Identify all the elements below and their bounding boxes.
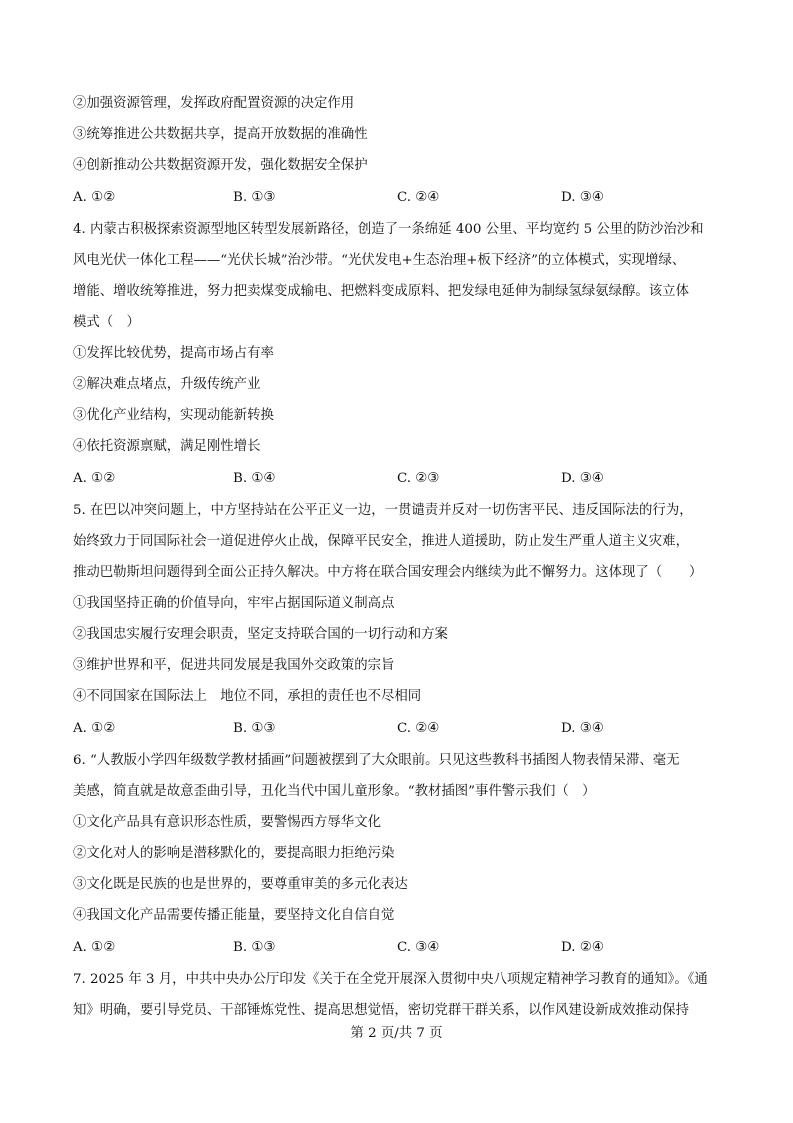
statement-3-2: ②加强资源管理，发挥政府配置资源的决定作用 (73, 96, 355, 111)
option-a[interactable]: A. ①② (73, 190, 116, 205)
options-q6 (73, 940, 673, 956)
option-c[interactable]: C. ③④ (397, 940, 440, 955)
question-4-stem: 增能、增收统筹推进，努力把卖煤变成输电、把燃料变成原料、把发绿电延伸为制绿氢绿氨绿醇。该立体 (73, 284, 689, 299)
options-q3 (73, 190, 673, 206)
option-c[interactable]: C. ②④ (397, 721, 440, 736)
question-4-stem: 模式（ ） (73, 315, 140, 330)
statement-5-4: ④不同国家在国际法上 地位不同，承担的责任也不尽相同 (73, 689, 422, 704)
question-4-stem: 风电光伏一体化工程——“光伏长城”治沙带。“光伏发电+生态治理+板下经济”的立体模式，实现增绿、 (73, 253, 686, 268)
question-4-stem: 4. 内蒙古积极探索资源型地区转型发展新路径，创造了一条绵延 400 公里、平均宽约 5 公里的防沙治沙和 (73, 222, 704, 237)
question-6-stem: 6. “人教版小学四年级数学教材插画”问题被摆到了大众眼前。只见这些教科书插图人物表情呆滞、毫无 (73, 753, 680, 768)
question-6-stem: 美感，简直就是故意歪曲引导，丑化当代中国儿童形象。“教材插图”事件警示我们（ ） (73, 784, 596, 799)
option-c[interactable]: C. ②③ (397, 471, 440, 486)
option-c[interactable]: C. ②④ (397, 190, 440, 205)
statement-5-1: ①我国坚持正确的价值导向，牢牢占据国际道义制高点 (73, 596, 395, 611)
question-5-stem: 始终致力于同国际社会一道促进停火止战，保障平民安全，推进人道援助，防止发生严重人道主义灾难， (73, 534, 689, 549)
option-a[interactable]: A. ①② (73, 940, 116, 955)
statement-5-3: ③维护世界和平，促进共同发展是我国外交政策的宗旨 (73, 658, 395, 673)
statement-6-2: ②文化对人的影响是潜移默化的，要提高眼力拒绝污染 (73, 846, 395, 861)
option-b[interactable]: B. ①④ (233, 471, 276, 486)
statement-3-4: ④创新推动公共数据资源开发，强化数据安全保护 (73, 158, 368, 173)
option-d[interactable]: D. ③④ (561, 471, 604, 486)
page-number: 第 2 页/共 7 页 (350, 1026, 443, 1041)
option-b[interactable]: B. ①③ (233, 940, 276, 955)
options-q4 (73, 471, 673, 487)
option-d[interactable]: D. ②④ (561, 940, 604, 955)
statement-4-1: ①发挥比较优势，提高市场占有率 (73, 346, 274, 361)
option-d[interactable]: D. ③④ (561, 190, 604, 205)
option-a[interactable]: A. ①② (73, 471, 116, 486)
question-5-stem: 推动巴勒斯坦问题得到全面公正持久解决。中方将在联合国安理会内继续为此不懈努力。这体现了（ ） (73, 565, 703, 580)
statement-6-1: ①文化产品具有意识形态性质，要警惕西方辱华文化 (73, 815, 381, 830)
statement-3-3: ③统筹推进公共数据共享，提高开放数据的准确性 (73, 127, 368, 142)
option-d[interactable]: D. ③④ (561, 721, 604, 736)
question-7-stem: 7. 2025 年 3 月，中共中央办公厅印发《关于在全党开展深入贯彻中央八项规定精神学习教育的通知》。《通 (73, 972, 708, 987)
question-7-stem: 知》明确，要引导党员、干部锤炼党性、提高思想觉悟，密切党群干群关系，以作风建设新成效推动保持 (73, 1003, 689, 1018)
options-q5 (73, 721, 673, 737)
statement-4-4: ④依托资源禀赋，满足刚性增长 (73, 439, 261, 454)
question-5-stem: 5. 在巴以冲突问题上，中方坚持站在公平正义一边，一贯谴责并反对一切伤害平民、违反国际法的行为， (73, 503, 693, 518)
statement-4-2: ②解决难点堵点，升级传统产业 (73, 377, 261, 392)
statement-5-2: ②我国忠实履行安理会职责，坚定支持联合国的一切行动和方案 (73, 627, 448, 642)
option-b[interactable]: B. ①③ (233, 721, 276, 736)
option-b[interactable]: B. ①③ (233, 190, 276, 205)
statement-6-3: ③文化既是民族的也是世界的，要尊重审美的多元化表达 (73, 877, 408, 892)
option-a[interactable]: A. ①② (73, 721, 116, 736)
statement-4-3: ③优化产业结构，实现动能新转换 (73, 408, 274, 423)
statement-6-4: ④我国文化产品需要传播正能量，要坚持文化自信自觉 (73, 908, 395, 923)
